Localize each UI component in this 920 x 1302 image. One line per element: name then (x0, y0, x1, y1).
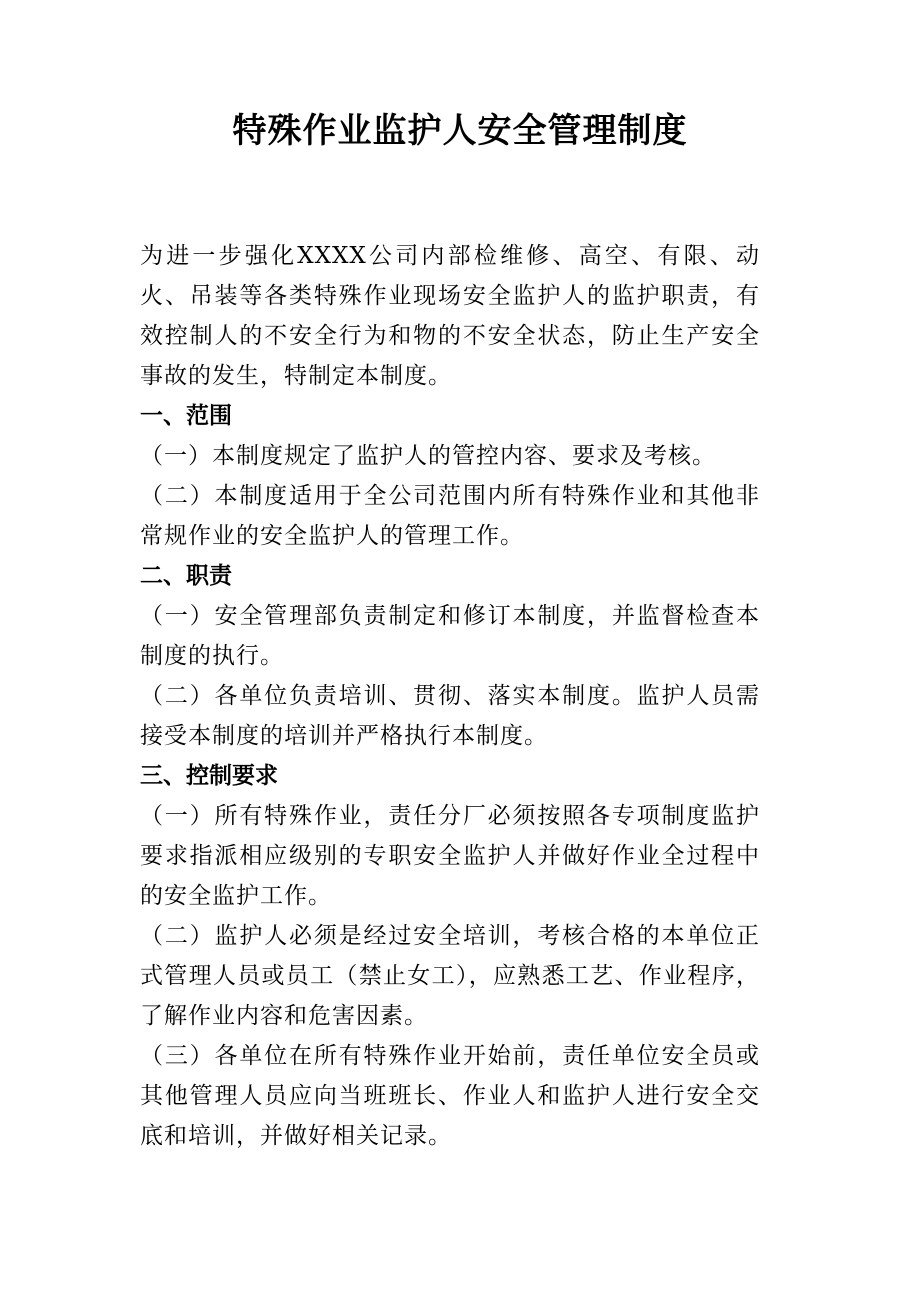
document-body (140, 236, 760, 1156)
section-heading: 二、职责 (140, 563, 232, 589)
section-item: （一）所有特殊作业，责任分厂必须按照各专项制度监护要求指派相应级别的专职安全监护人并做好作业全过程中的安全监护工作。 (140, 803, 760, 909)
section-heading: 一、范围 (140, 403, 232, 429)
section-item: （二）本制度适用于全公司范围内所有特殊作业和其他非常规作业的安全监护人的管理工作。 (140, 483, 760, 549)
section-item: （二）监护人必须是经过安全培训，考核合格的本单位正式管理人员或员工（禁止女工），应熟悉工艺、作业程序，了解作业内容和危害因素。 (140, 923, 760, 1029)
section-heading: 三、控制要求 (140, 763, 278, 789)
section-scope (140, 396, 760, 556)
intro-paragraph: 为进一步强化XXXX公司内部检维修、高空、有限、动火、吊装等各类特殊作业现场安全监护人的监护职责，有效控制人的不安全行为和物的不安全状态，防止生产安全事故的发生，特制定本制度。 (140, 243, 760, 389)
section-responsibilities (140, 556, 760, 756)
document-title: 特殊作业监护人安全管理制度 (232, 111, 688, 151)
section-item: （一）本制度规定了监护人的管控内容、要求及考核。 (140, 443, 716, 469)
section-item: （一）安全管理部负责制定和修订本制度，并监督检查本制度的执行。 (140, 603, 760, 669)
section-item: （三）各单位在所有特殊作业开始前，责任单位安全员或其他管理人员应向当班班长、作业人和监护人进行安全交底和培训，并做好相关记录。 (140, 1043, 760, 1149)
section-control-requirements (140, 756, 760, 1156)
section-item: （二）各单位负责培训、贯彻、落实本制度。监护人员需接受本制度的培训并严格执行本制度。 (140, 683, 760, 749)
